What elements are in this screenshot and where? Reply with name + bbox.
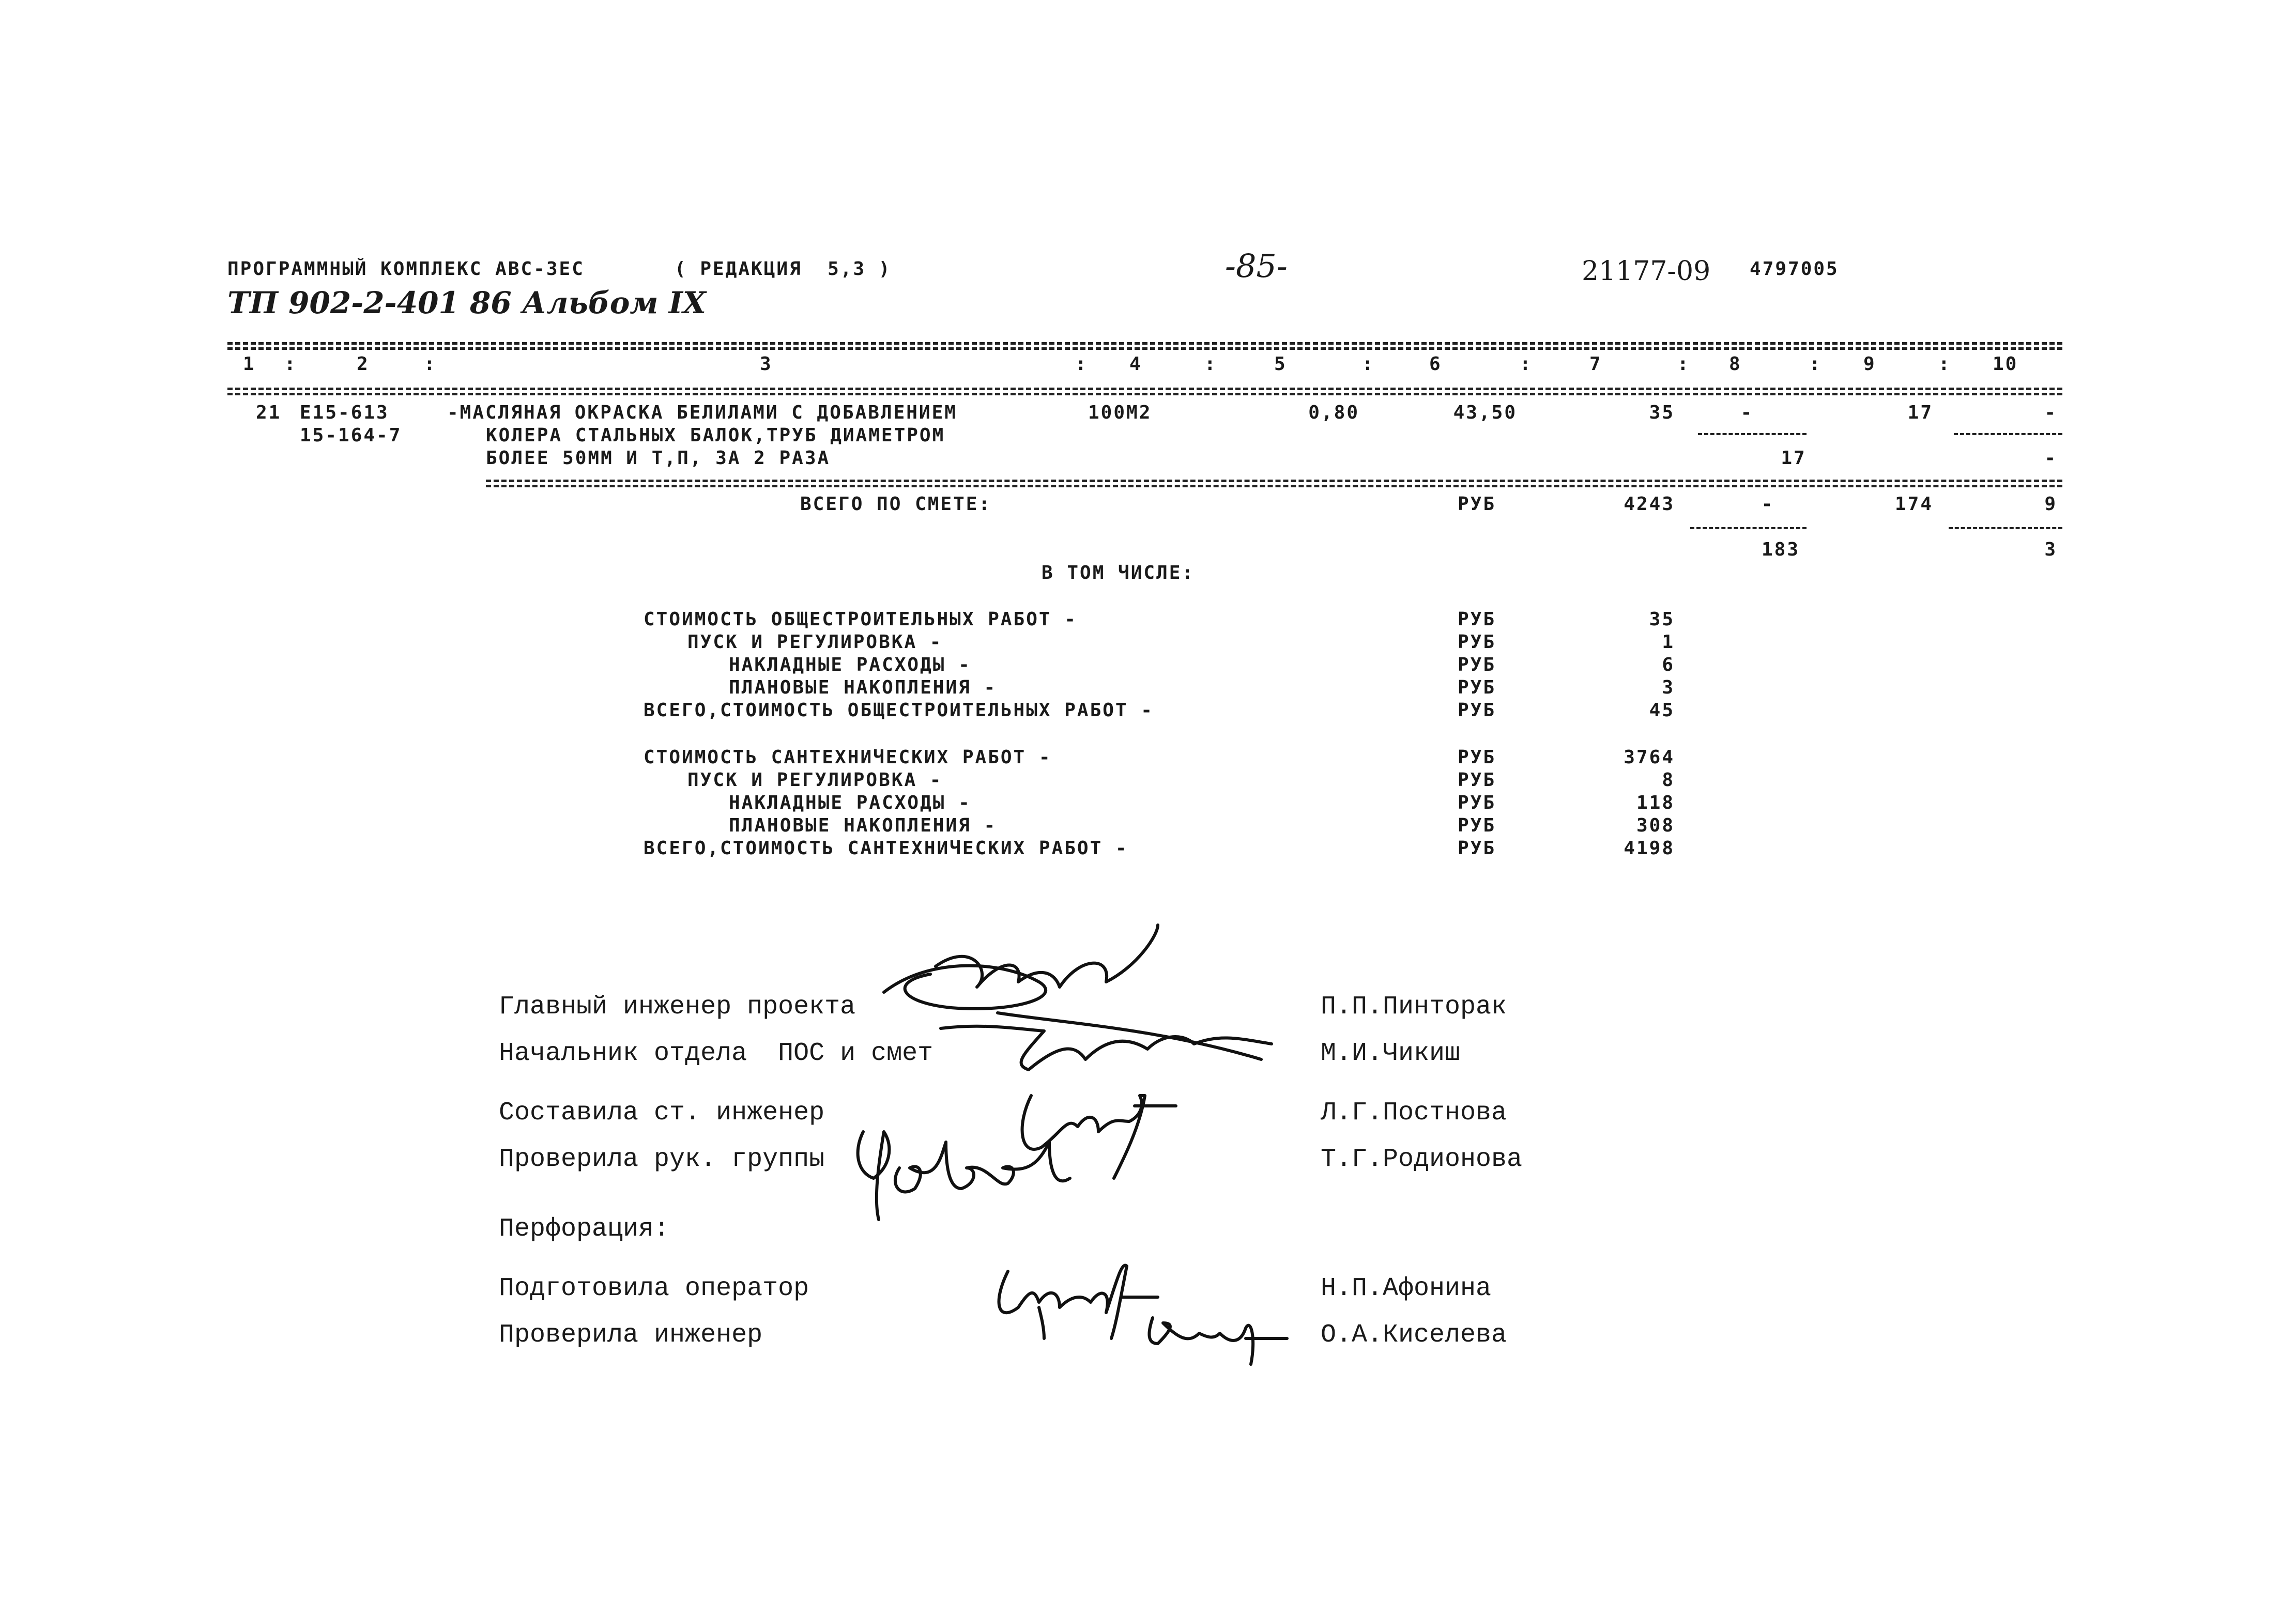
breakdown-value: 118 [1636,792,1675,813]
breakdown-label: НАКЛАДНЫЕ РАСХОДЫ - [729,792,971,813]
signatory-name: О.А.Киселева [1321,1320,1507,1350]
breakdown-value: 4198 [1624,838,1675,859]
breakdown-value: 35 [1649,609,1675,630]
signature-afonina [992,1261,1158,1338]
col-sep: : [284,353,297,375]
breakdown-value: 6 [1662,654,1675,675]
col-header-3: 3 [760,353,773,375]
row-quantity: 0,80 [1308,402,1359,423]
breakdown-unit: РУБ [1458,747,1496,768]
breakdown-label: СТОИМОСТЬ САНТЕХНИЧЕСКИХ РАБОТ - [644,747,1052,768]
breakdown-unit: РУБ [1458,838,1496,859]
col-header-6: 6 [1429,353,1442,375]
row-description-line1: -МАСЛЯНАЯ ОКРАСКА БЕЛИЛАМИ С ДОБАВЛЕНИЕМ [447,402,957,423]
col-header-2: 2 [357,353,370,375]
col-header-1: 1 [243,353,256,375]
page-number: -85- [1225,247,1288,285]
row-description-line2: КОЛЕРА СТАЛЬНЫХ БАЛОК,ТРУБ ДИАМЕТРОМ [486,425,945,446]
row-col9: 17 [1907,402,1933,423]
row-number: 21 [256,402,282,423]
breakdown-unit: РУБ [1458,677,1496,698]
col-header-9: 9 [1863,353,1876,375]
row-bottom-rule [486,480,2062,482]
total-col8-bottom: 183 [1761,539,1800,560]
row-col8-bottom: 17 [1781,448,1807,469]
including-heading: В ТОМ ЧИСЛЕ: [1042,562,1195,583]
breakdown-label: ПЛАНОВЫЕ НАКОПЛЕНИЯ - [729,677,997,698]
row-code-secondary: 15-164-7 [300,425,402,446]
signatory-name: П.П.Пинторак [1321,992,1507,1022]
breakdown-unit: РУБ [1458,632,1496,653]
table-top-rule-2 [227,347,2062,350]
breakdown-label: ПЛАНОВЫЕ НАКОПЛЕНИЯ - [729,815,997,836]
total-unit: РУБ [1458,494,1496,515]
row-col10-divider [1954,433,2062,435]
row-description-line3: БОЛЕЕ 50ММ И Т,П, ЗА 2 РАЗА [486,448,831,469]
breakdown-value: 8 [1662,769,1675,791]
handwritten-album-title: ТП 902-2-401 86 Альбом IX [227,285,706,320]
col-header-8: 8 [1729,353,1742,375]
row-unit: 100М2 [1088,402,1152,423]
col-sep: : [1809,353,1822,375]
edition: ( РЕДАКЦИЯ 5,3 ) [675,258,892,280]
col-header-7: 7 [1589,353,1602,375]
signature-kiseleva [1142,1307,1287,1369]
breakdown-label: ПУСК И РЕГУЛИРОВКА - [687,632,943,653]
signatory-name: Л.Г.Постнова [1321,1098,1507,1128]
total-col10-divider [1949,527,2062,529]
signatory-name: М.И.Чикиш [1321,1039,1461,1068]
total-col9: 174 [1894,494,1933,515]
col-header-4: 4 [1129,353,1142,375]
signature-chikish [941,1013,1272,1080]
total-col7: 4243 [1624,494,1675,515]
row-col8-divider [1698,433,1807,435]
breakdown-unit: РУБ [1458,769,1496,791]
header-bottom-rule [227,388,2062,390]
row-col10-top: - [2044,402,2057,423]
signature-rodionova [843,1116,1070,1235]
col-header-5: 5 [1274,353,1287,375]
breakdown-value: 3 [1662,677,1675,698]
breakdown-label: ВСЕГО,СТОИМОСТЬ ОБЩЕСТРОИТЕЛЬНЫХ РАБОТ - [644,700,1154,721]
signature-role: Составила ст. инженер [499,1098,825,1128]
breakdown-value: 3764 [1624,747,1675,768]
breakdown-unit: РУБ [1458,654,1496,675]
col-sep: : [1204,353,1217,375]
row-col10-bottom: - [2044,448,2057,469]
breakdown-label: НАКЛАДНЫЕ РАСХОДЫ - [729,654,971,675]
breakdown-unit: РУБ [1458,700,1496,721]
breakdown-unit: РУБ [1458,815,1496,836]
breakdown-value: 1 [1662,632,1675,653]
breakdown-label: ПУСК И РЕГУЛИРОВКА - [687,769,943,791]
breakdown-unit: РУБ [1458,609,1496,630]
row-unit-price: 43,50 [1453,402,1517,423]
row-bottom-rule-2 [486,485,2062,487]
signature-role: Проверила инженер [499,1320,763,1350]
col-sep: : [1520,353,1533,375]
row-total: 35 [1649,402,1675,423]
breakdown-value: 45 [1649,700,1675,721]
total-col10-bottom: 3 [2044,539,2057,560]
program-name: ПРОГРАММНЫЙ КОМПЛЕКС АВС-3ЕС [227,258,585,280]
row-col8-top: - [1740,402,1754,423]
total-col8-top: - [1761,494,1774,515]
signature-role: Проверила рук. группы [499,1145,825,1174]
signature-role: Перфорация: [499,1214,670,1244]
table-top-rule [227,342,2062,345]
breakdown-unit: РУБ [1458,792,1496,813]
total-col10-top: 9 [2044,494,2057,515]
document-number: 21177-09 [1582,256,1711,287]
signature-role: Начальник отдела ПОС и смет [499,1039,933,1068]
col-sep: : [1362,353,1375,375]
signature-role: Подготовила оператор [499,1274,809,1303]
row-code-primary: Е15-613 [300,402,389,423]
col-sep: : [1938,353,1951,375]
signature-role: Главный инженер проекта [499,992,856,1022]
signatory-name: Т.Г.Родионова [1321,1145,1523,1174]
signatory-name: Н.П.Афонина [1321,1274,1492,1303]
header-bottom-rule-2 [227,393,2062,395]
col-sep: : [424,353,437,375]
breakdown-label: СТОИМОСТЬ ОБЩЕСТРОИТЕЛЬНЫХ РАБОТ - [644,609,1077,630]
col-sep: : [1677,353,1690,375]
col-sep: : [1075,353,1088,375]
document-code: 4797005 [1750,258,1839,280]
total-label: ВСЕГО ПО СМЕТЕ: [800,494,992,515]
col-header-10: 10 [1993,353,2018,375]
total-col8-divider [1690,527,1807,529]
breakdown-value: 308 [1636,815,1675,836]
breakdown-label: ВСЕГО,СТОИМОСТЬ САНТЕХНИЧЕСКИХ РАБОТ - [644,838,1128,859]
